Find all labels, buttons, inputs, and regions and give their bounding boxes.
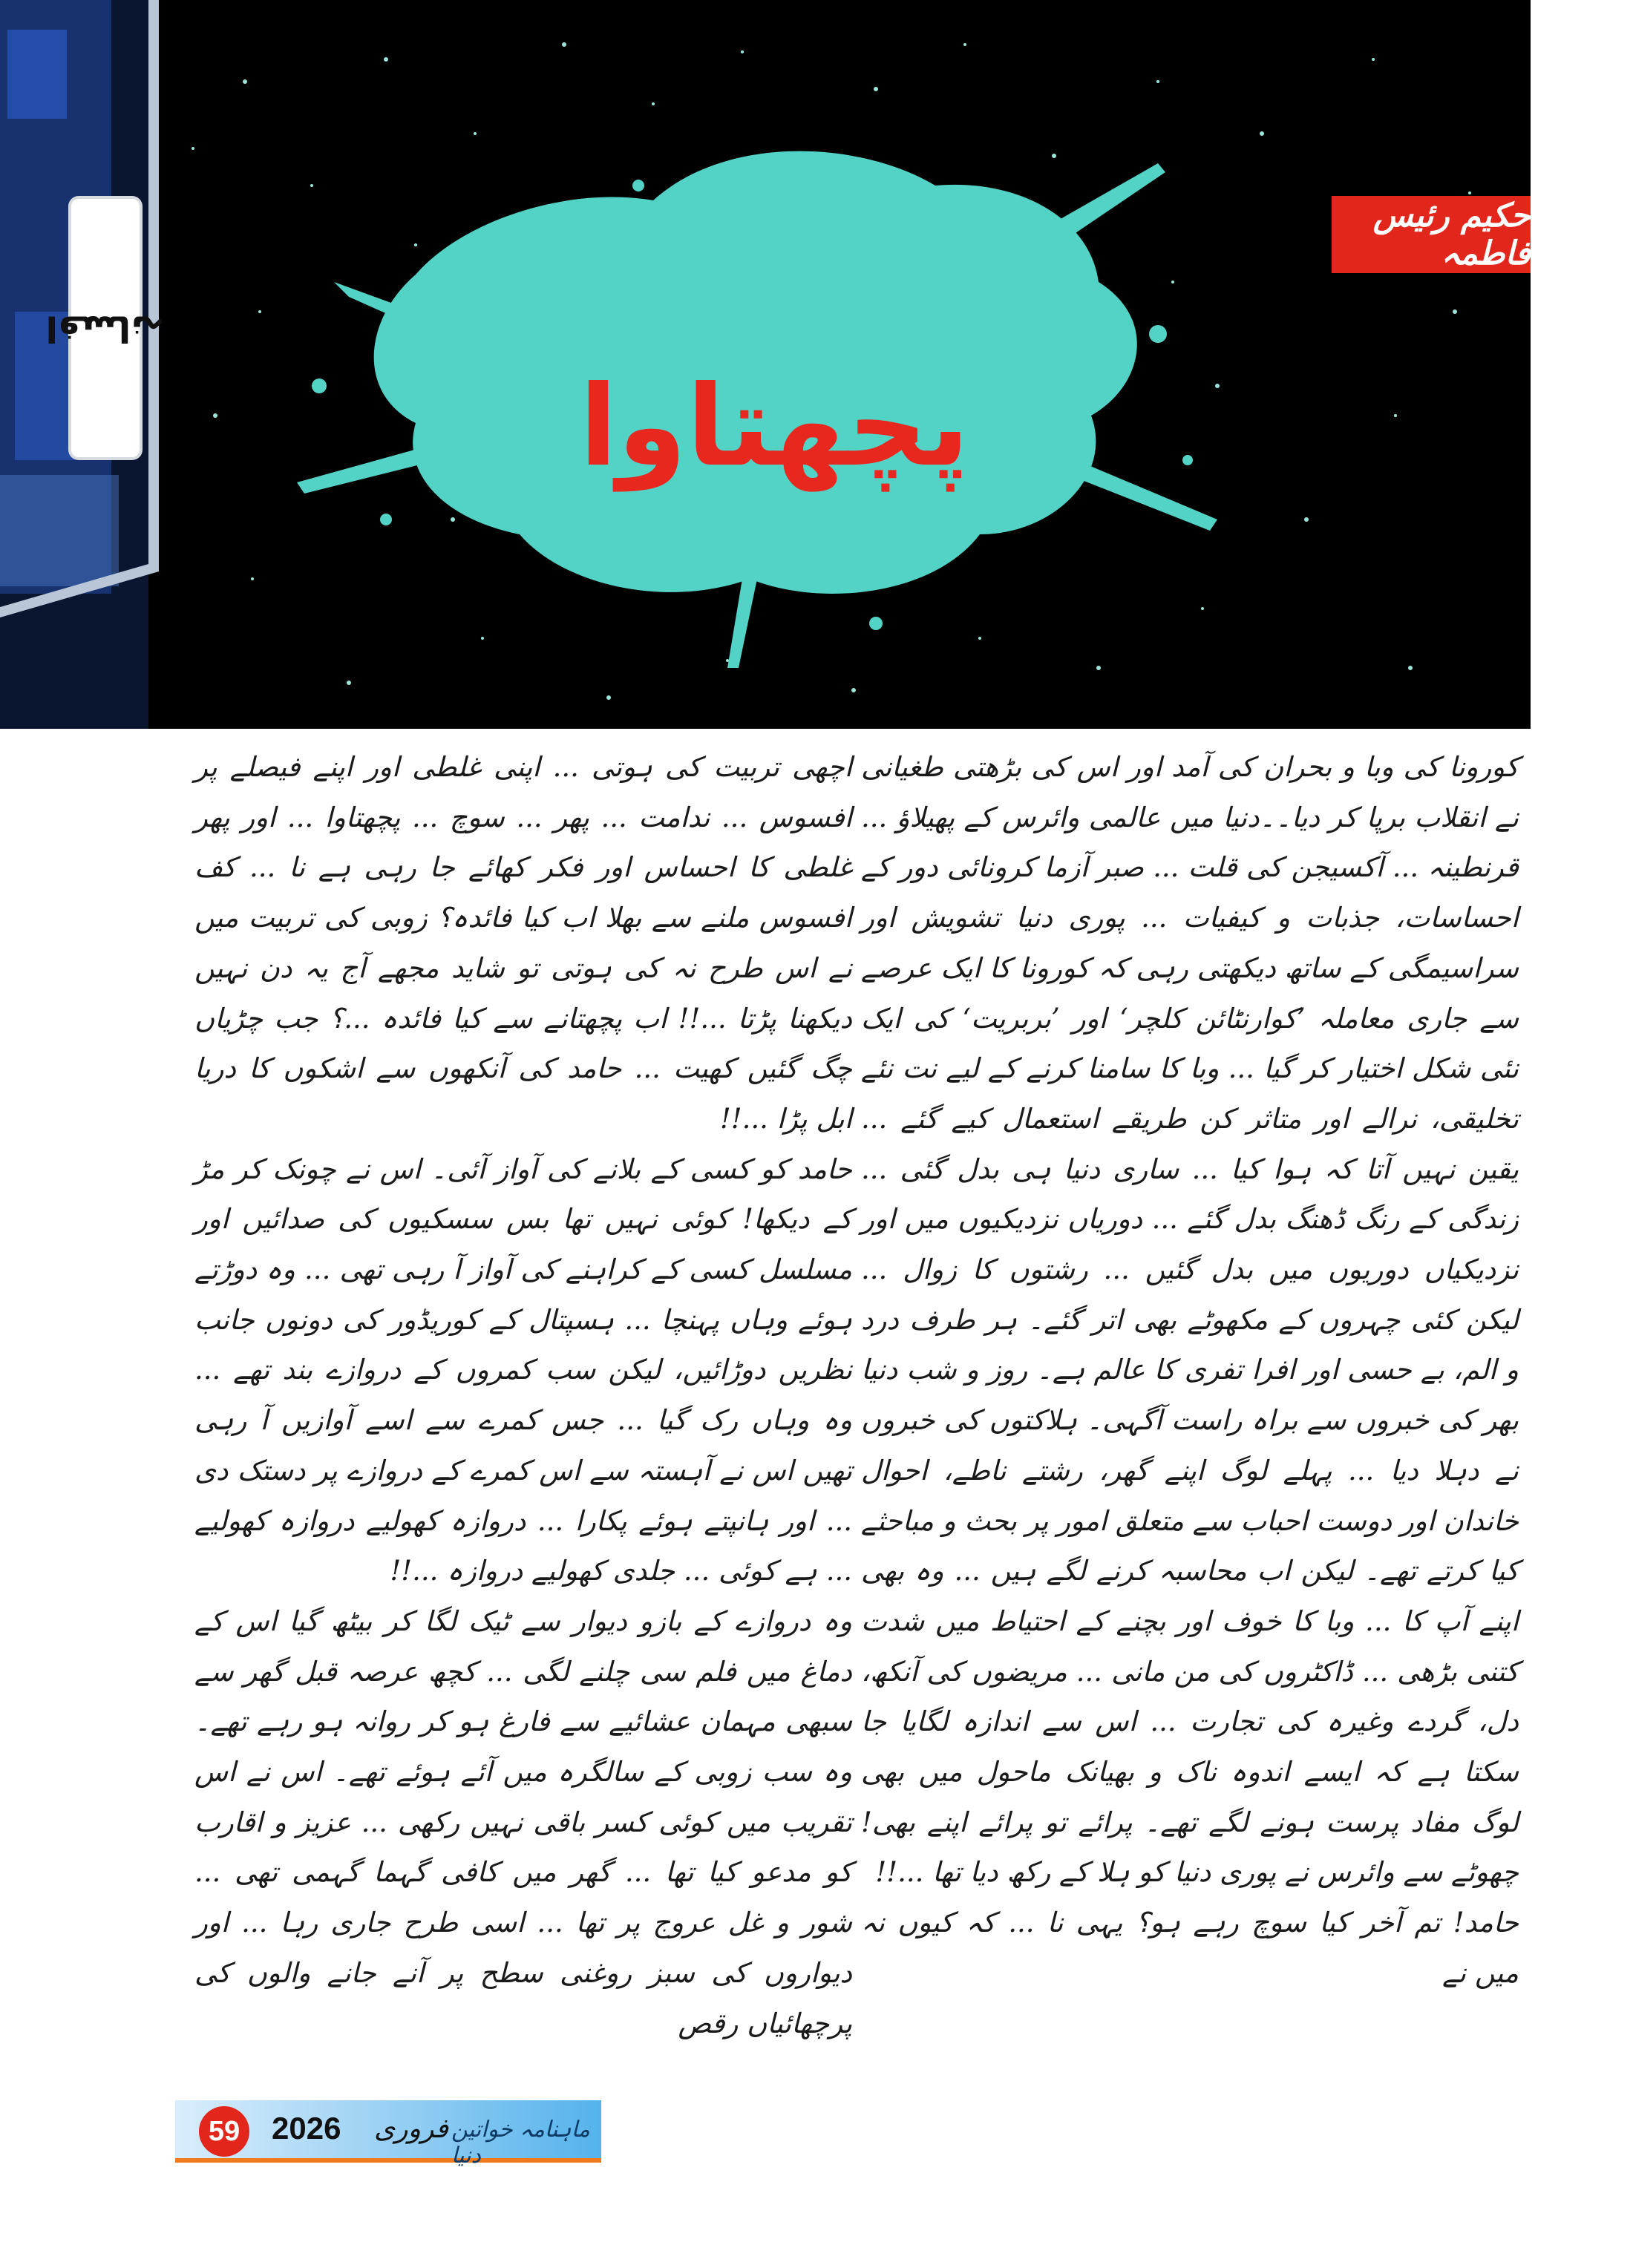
story-title: پچھتاوا <box>579 362 969 491</box>
author-box <box>1332 196 1531 273</box>
paragraph: حامد کو کسی کے بلانے کی آواز آئی۔ اس نے چونک کر مڑ کے دیکھا! کوئی نہیں تھا بس سسکیوں کی صدائیں اور مسلسل کسی کے کراہنے کی آواز آ رہی تھی ... وہ دوڑتے ہوئے وہاں پہنچا ... ہسپتال کے کوریڈور کی دونوں جانب نظریں دوڑائیں، لیکن سب کمروں کے دروازے بند تھے ... وہ وہاں رک گیا ... جس کمرے سے اسے آوازیں آ رہی تھیں اس نے آہستہ سے اس کمرے کے دروازے پر دستک دی ... اور ہانپتے ہوئے پکارا ... دروازہ کھولیے دروازہ کھولیے ... ہے کوئی ... جلدی کھولیے دروازہ ...!! <box>194 1153 853 1587</box>
magazine-name: ماہنامہ خواتین دنیا <box>451 2117 590 2169</box>
hero-banner <box>0 0 1531 729</box>
article-column-right <box>861 742 1519 1999</box>
page-footer <box>175 2094 601 2169</box>
paragraph: اچھی تربیت کی ہوتی ... اپنی غلطی اور اپنے فیصلے پر افسوس ... ندامت ... پھر ... سوچ ... پچھتاوا ... اور پھر غلطی کا احساس اور فکر کھائے جا رہی ہے نا ... کف افسوس ملنے سے بھلا اب کیا فائدہ؟ زوبی کی تربیت میں نے اس طرح نہ کی ہوتی تو شاید مجھے آج یہ دن نہیں دیکھنا پڑتا ...!! اب پچھتانے سے کیا فائدہ ...؟ جب چڑیاں چگ گئیں کھیت ... حامد کی آنکھوں سے اشکوں کا دریا ابل پڑا ...!! <box>194 751 852 1135</box>
genre-tab <box>45 199 166 457</box>
paragraph: وہ دروازے کے بازو دیوار سے ٹیک لگا کر بیٹھ گیا اس کے دماغ میں فلم سی چلنے لگی ... کچھ عرصہ قبل گھر سے سبھی مہمان عشائیے سے فارغ ہو کر روانہ ہو رہے تھے۔ وہ سب زوبی کے سالگرہ میں آئے ہوئے تھے۔ اس نے اس تقریب میں کوئی کسر باقی نہیں رکھی ... عزیز و اقارب کو مدعو کیا تھا ... گھر میں کافی گہما گہمی تھی ... شور و غل عروج پر تھا ... اسی طرح جاری رہا ... اور دیواروں کی سبز روغنی سطح پر آنے جانے والوں کی پرچھائیاں رقص <box>194 1605 852 2039</box>
issue-year: 2026 <box>272 2111 341 2146</box>
issue-month: فروری <box>374 2114 449 2144</box>
author-name: حکیم رئیس فاطمہ <box>1372 197 1531 272</box>
article-column-left <box>194 742 852 2048</box>
paragraph: کورونا کی وبا و بحران کی آمد اور اس کی بڑھتی طغیانی نے انقلاب برپا کر دیا۔۔دنیا میں عالمی وائرس کے پھیلاؤ ... قرنطینہ ... آکسیجن کی قلت ... صبر آزما کرونائی دور کے احساسات، جذبات و کیفیات ... پوری دنیا تشویش اور سراسیمگی کے ساتھ دیکھتی رہی کہ کورونا کا ایک عرصے سے جاری معاملہ ’کوارنٹائن کلچر‘ اور ’بربریت‘ کی ایک نئی شکل اختیار کر گیا ... وبا کا سامنا کرنے کے لیے نت نئے تخلیقی، نرالے اور متاثر کن طریقے استعمال کیے گئے ... یقین نہیں آتا کہ ہوا کیا ... ساری دنیا ہی بدل گئی ... زندگی کے رنگ ڈھنگ بدل گئے ... دوریاں نزدیکیوں میں اور نزدیکیاں دوریوں میں بدل گئیں ... رشتوں کا زوال ... لیکن کئی چہروں کے مکھوٹے بھی اتر گئے۔ ہر طرف درد و الم، بے حسی اور افرا تفری کا عالم ہے۔ روز و شب دنیا بھر کی خبروں سے براہ راست آگہی۔ ہلاکتوں کی خبروں نے دہلا دیا ... پہلے لوگ اپنے گھر، رشتے ناطے، احوال خاندان اور دوست احباب سے متعلق امور پر بحث و مباحثے کیا کرتے تھے۔ لیکن اب محاسبہ کرنے لگے ہیں ... وہ بھی اپنے آپ کا ... وبا کا خوف اور بچنے کے احتیاط میں شدت کتنی بڑھی ... ڈاکٹروں کی من مانی ... مریضوں کی آنکھ، دل، گردے وغیرہ کی تجارت ... اس سے اندازہ لگایا جا سکتا ہے کہ ایسے اندوہ ناک و بھیانک ماحول میں بھی لوگ مفاد پرست ہونے لگے تھے۔ پرائے تو پرائے اپنے بھی! چھوٹے سے وائرس نے پوری دنیا کو ہلا کے رکھ دیا تھا ...!! <box>861 751 1519 1889</box>
paragraph: حامد! تم آخر کیا سوچ رہے ہو؟ یہی نا ... کہ کیوں نہ میں نے <box>861 1907 1519 1989</box>
page-number: 59 <box>199 2106 249 2157</box>
genre-label: افسانہ <box>45 307 166 349</box>
